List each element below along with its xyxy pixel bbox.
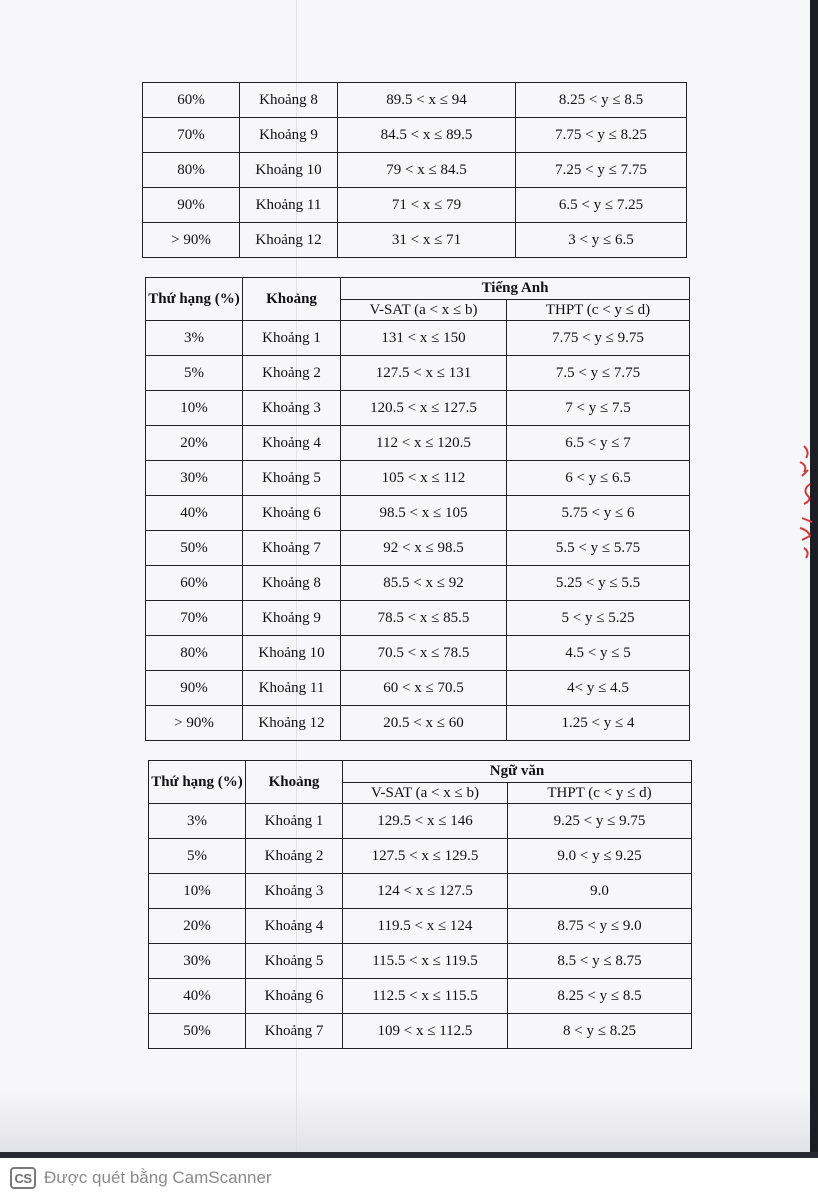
vsat-cell: 127.5 < x ≤ 131 bbox=[341, 356, 507, 391]
range-cell: Khoảng 1 bbox=[246, 804, 343, 839]
range-cell: Khoảng 11 bbox=[240, 188, 338, 223]
vsat-cell: 115.5 < x ≤ 119.5 bbox=[343, 944, 508, 979]
table-row bbox=[149, 979, 692, 1014]
rank-cell: 5% bbox=[146, 356, 243, 391]
vsat-cell: 109 < x ≤ 112.5 bbox=[343, 1014, 508, 1049]
range-header: Khoảng bbox=[246, 761, 343, 804]
rank-cell: 40% bbox=[149, 979, 246, 1014]
range-cell: Khoảng 2 bbox=[243, 356, 341, 391]
table-row bbox=[143, 188, 687, 223]
vsat-cell: 31 < x ≤ 71 bbox=[338, 223, 516, 258]
rank-cell: 80% bbox=[143, 153, 240, 188]
camscanner-watermark bbox=[10, 1166, 272, 1190]
scan-page-edge bbox=[0, 1152, 818, 1158]
table-row bbox=[143, 153, 687, 188]
rank-cell: 5% bbox=[149, 839, 246, 874]
thpt-cell: 8.75 < y ≤ 9.0 bbox=[508, 909, 692, 944]
range-cell: Khoảng 5 bbox=[243, 461, 341, 496]
range-cell: Khoảng 6 bbox=[243, 496, 341, 531]
rank-cell: 10% bbox=[149, 874, 246, 909]
thpt-cell: 7.75 < y ≤ 9.75 bbox=[507, 321, 690, 356]
range-cell: Khoảng 10 bbox=[240, 153, 338, 188]
range-cell: Khoảng 12 bbox=[243, 706, 341, 741]
thpt-cell: 9.0 < y ≤ 9.25 bbox=[508, 839, 692, 874]
rank-cell: 10% bbox=[146, 391, 243, 426]
table-row bbox=[146, 356, 690, 391]
rank-header: Thứ hạng (%) bbox=[146, 278, 243, 321]
table-row bbox=[149, 909, 692, 944]
table-row bbox=[146, 601, 690, 636]
table-row bbox=[149, 874, 692, 909]
thpt-header: THPT (c < y ≤ d) bbox=[507, 300, 690, 321]
vsat-cell: 120.5 < x ≤ 127.5 bbox=[341, 391, 507, 426]
rank-cell: 3% bbox=[146, 321, 243, 356]
camscanner-logo-icon: CS bbox=[10, 1167, 36, 1189]
vsat-cell: 129.5 < x ≤ 146 bbox=[343, 804, 508, 839]
rank-cell: 60% bbox=[143, 83, 240, 118]
table-row bbox=[146, 391, 690, 426]
table-body bbox=[146, 321, 690, 741]
vsat-cell: 119.5 < x ≤ 124 bbox=[343, 909, 508, 944]
watermark-text: Được quét bằng CamScanner bbox=[44, 1168, 272, 1187]
score-table-continued bbox=[142, 82, 687, 258]
vsat-cell: 112.5 < x ≤ 115.5 bbox=[343, 979, 508, 1014]
rank-cell: 3% bbox=[149, 804, 246, 839]
thpt-cell: 7.5 < y ≤ 7.75 bbox=[507, 356, 690, 391]
rank-cell: 20% bbox=[149, 909, 246, 944]
thpt-cell: 5.5 < y ≤ 5.75 bbox=[507, 531, 690, 566]
rank-cell: 40% bbox=[146, 496, 243, 531]
vsat-cell: 85.5 < x ≤ 92 bbox=[341, 566, 507, 601]
thpt-cell: 8.5 < y ≤ 8.75 bbox=[508, 944, 692, 979]
rank-cell: 80% bbox=[146, 636, 243, 671]
range-cell: Khoảng 4 bbox=[243, 426, 341, 461]
vsat-cell: 92 < x ≤ 98.5 bbox=[341, 531, 507, 566]
range-cell: Khoảng 7 bbox=[243, 531, 341, 566]
rank-cell: > 90% bbox=[146, 706, 243, 741]
vsat-cell: 79 < x ≤ 84.5 bbox=[338, 153, 516, 188]
range-cell: Khoảng 6 bbox=[246, 979, 343, 1014]
thpt-cell: 1.25 < y ≤ 4 bbox=[507, 706, 690, 741]
rank-cell: 30% bbox=[149, 944, 246, 979]
table-row bbox=[146, 426, 690, 461]
thpt-cell: 9.25 < y ≤ 9.75 bbox=[508, 804, 692, 839]
thpt-cell: 6.5 < y ≤ 7.25 bbox=[516, 188, 687, 223]
table-row bbox=[146, 531, 690, 566]
vsat-header: V-SAT (a < x ≤ b) bbox=[341, 300, 507, 321]
table-row bbox=[143, 118, 687, 153]
scan-shadow bbox=[0, 1090, 810, 1156]
vsat-cell: 71 < x ≤ 79 bbox=[338, 188, 516, 223]
table-row bbox=[143, 83, 687, 118]
rank-cell: 60% bbox=[146, 566, 243, 601]
thpt-cell: 6 < y ≤ 6.5 bbox=[507, 461, 690, 496]
vsat-cell: 131 < x ≤ 150 bbox=[341, 321, 507, 356]
range-cell: Khoảng 10 bbox=[243, 636, 341, 671]
table-row bbox=[146, 671, 690, 706]
table-row bbox=[143, 223, 687, 258]
range-cell: Khoảng 9 bbox=[243, 601, 341, 636]
literature-score-table bbox=[148, 760, 692, 1049]
range-cell: Khoảng 5 bbox=[246, 944, 343, 979]
table-row bbox=[146, 566, 690, 601]
thpt-cell: 8.25 < y ≤ 8.5 bbox=[508, 979, 692, 1014]
table-body bbox=[143, 83, 687, 258]
table-row bbox=[149, 804, 692, 839]
thpt-cell: 4< y ≤ 4.5 bbox=[507, 671, 690, 706]
rank-cell: 70% bbox=[143, 118, 240, 153]
thpt-cell: 8.25 < y ≤ 8.5 bbox=[516, 83, 687, 118]
range-cell: Khoảng 2 bbox=[246, 839, 343, 874]
rank-cell: 50% bbox=[149, 1014, 246, 1049]
range-cell: Khoảng 3 bbox=[246, 874, 343, 909]
vsat-cell: 112 < x ≤ 120.5 bbox=[341, 426, 507, 461]
table-row bbox=[146, 636, 690, 671]
english-score-table bbox=[145, 277, 690, 741]
thpt-header: THPT (c < y ≤ d) bbox=[508, 783, 692, 804]
subject-header: Tiếng Anh bbox=[341, 278, 690, 300]
vsat-cell: 127.5 < x ≤ 129.5 bbox=[343, 839, 508, 874]
range-cell: Khoảng 8 bbox=[240, 83, 338, 118]
range-cell: Khoảng 11 bbox=[243, 671, 341, 706]
thpt-cell: 4.5 < y ≤ 5 bbox=[507, 636, 690, 671]
thpt-cell: 7.25 < y ≤ 7.75 bbox=[516, 153, 687, 188]
table-row bbox=[146, 496, 690, 531]
thpt-cell: 8 < y ≤ 8.25 bbox=[508, 1014, 692, 1049]
vsat-cell: 124 < x ≤ 127.5 bbox=[343, 874, 508, 909]
table-row bbox=[149, 839, 692, 874]
vsat-cell: 70.5 < x ≤ 78.5 bbox=[341, 636, 507, 671]
table-row bbox=[146, 706, 690, 741]
rank-cell: 50% bbox=[146, 531, 243, 566]
thpt-cell: 5 < y ≤ 5.25 bbox=[507, 601, 690, 636]
range-cell: Khoảng 4 bbox=[246, 909, 343, 944]
table-row bbox=[149, 944, 692, 979]
thpt-cell: 6.5 < y ≤ 7 bbox=[507, 426, 690, 461]
range-cell: Khoảng 1 bbox=[243, 321, 341, 356]
vsat-cell: 105 < x ≤ 112 bbox=[341, 461, 507, 496]
vsat-cell: 20.5 < x ≤ 60 bbox=[341, 706, 507, 741]
thpt-cell: 9.0 bbox=[508, 874, 692, 909]
rank-cell: 30% bbox=[146, 461, 243, 496]
thpt-cell: 3 < y ≤ 6.5 bbox=[516, 223, 687, 258]
vsat-header: V-SAT (a < x ≤ b) bbox=[343, 783, 508, 804]
rank-cell: 90% bbox=[146, 671, 243, 706]
vsat-cell: 89.5 < x ≤ 94 bbox=[338, 83, 516, 118]
rank-cell: 90% bbox=[143, 188, 240, 223]
table-row bbox=[146, 461, 690, 496]
table-row bbox=[149, 1014, 692, 1049]
subject-header: Ngữ văn bbox=[343, 761, 692, 783]
vsat-cell: 98.5 < x ≤ 105 bbox=[341, 496, 507, 531]
range-cell: Khoảng 8 bbox=[243, 566, 341, 601]
thpt-cell: 7.75 < y ≤ 8.25 bbox=[516, 118, 687, 153]
thpt-cell: 5.25 < y ≤ 5.5 bbox=[507, 566, 690, 601]
table-body bbox=[149, 804, 692, 1049]
vsat-cell: 84.5 < x ≤ 89.5 bbox=[338, 118, 516, 153]
table-row bbox=[146, 321, 690, 356]
range-header: Khoảng bbox=[243, 278, 341, 321]
range-cell: Khoảng 7 bbox=[246, 1014, 343, 1049]
vsat-cell: 78.5 < x ≤ 85.5 bbox=[341, 601, 507, 636]
rank-cell: 70% bbox=[146, 601, 243, 636]
red-stamp-mark bbox=[794, 440, 816, 570]
rank-cell: 20% bbox=[146, 426, 243, 461]
thpt-cell: 5.75 < y ≤ 6 bbox=[507, 496, 690, 531]
range-cell: Khoảng 9 bbox=[240, 118, 338, 153]
range-cell: Khoảng 12 bbox=[240, 223, 338, 258]
thpt-cell: 7 < y ≤ 7.5 bbox=[507, 391, 690, 426]
rank-cell: > 90% bbox=[143, 223, 240, 258]
vsat-cell: 60 < x ≤ 70.5 bbox=[341, 671, 507, 706]
rank-header: Thứ hạng (%) bbox=[149, 761, 246, 804]
range-cell: Khoảng 3 bbox=[243, 391, 341, 426]
